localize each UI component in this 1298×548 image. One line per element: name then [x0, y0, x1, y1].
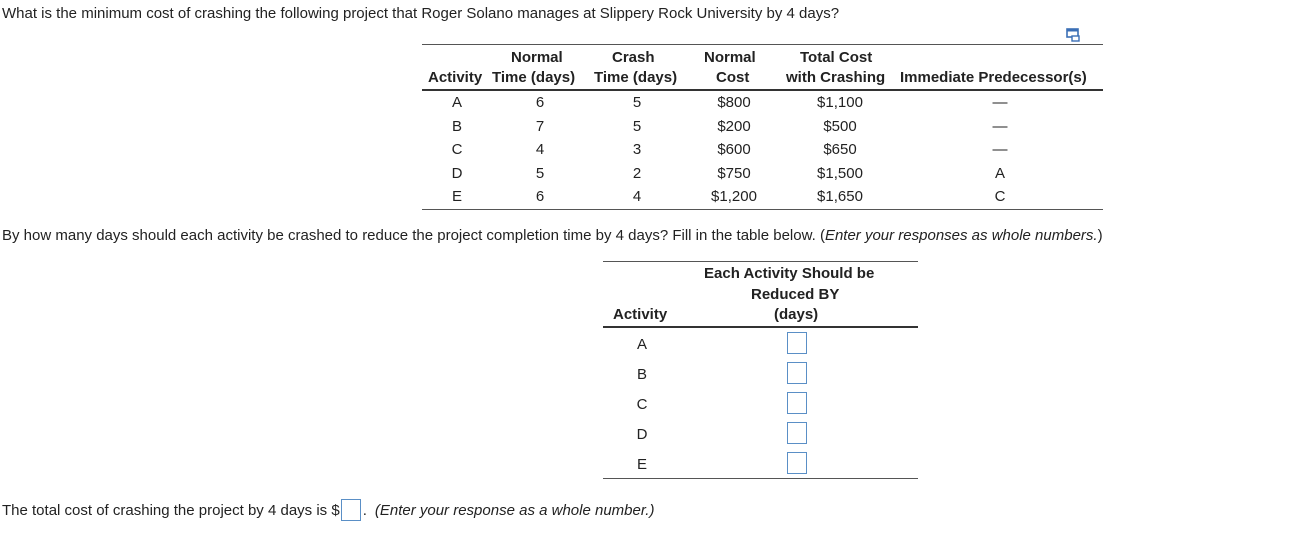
- cell-predecessor: C: [994, 188, 1006, 205]
- reduce-days-input-d[interactable]: [787, 422, 807, 444]
- total-cost-instruction: (Enter your response as a whole number.): [374, 501, 655, 519]
- table-row: [422, 115, 1103, 139]
- cell-normal-time: 5: [535, 164, 545, 182]
- reduce-days-input-a[interactable]: [787, 332, 807, 354]
- cell-total-cost: $1,500: [817, 164, 863, 182]
- table-row: [422, 91, 1103, 115]
- total-cost-suffix: .: [362, 501, 367, 519]
- table-header: [422, 45, 1103, 91]
- cell-normal-time: 4: [535, 141, 545, 158]
- header-activity: Activity: [428, 69, 483, 86]
- header-total-cost-line2: with Crashing: [786, 69, 886, 86]
- cell-total-cost: $500: [823, 117, 857, 135]
- total-cost-prefix: The total cost of crashing the project by 4 days is $: [2, 501, 340, 519]
- cell-normal-cost: $750: [717, 164, 751, 182]
- header-crash-time-line2: Time (days): [594, 69, 678, 86]
- header-normal-time-line2: Time (days): [492, 69, 576, 86]
- answer-table-body: [603, 328, 918, 478]
- cell-crash-time: 3: [632, 141, 642, 158]
- table-row: [422, 138, 1103, 162]
- cell-normal-cost: $200: [717, 117, 751, 135]
- answer-activity-label: D: [636, 426, 648, 443]
- header-normal-cost-line2: Cost: [716, 69, 750, 86]
- answer-row: [603, 328, 918, 358]
- table-body: [422, 91, 1103, 209]
- answer-header-line3: (days): [774, 306, 819, 323]
- cell-activity: A: [451, 94, 462, 111]
- answer-header-activity: Activity: [613, 306, 668, 323]
- cell-crash-time: 2: [632, 164, 642, 182]
- answer-row: [603, 388, 918, 418]
- cell-normal-time: 7: [535, 117, 545, 135]
- answer-activity-label: E: [636, 456, 647, 473]
- cell-crash-time: 5: [632, 117, 642, 135]
- cell-crash-time: 4: [632, 188, 642, 205]
- cell-activity: D: [451, 164, 463, 182]
- cell-predecessor: —: [992, 117, 1008, 135]
- instruction-italic: Enter your responses as whole numbers.: [824, 227, 1098, 244]
- cell-normal-cost: $600: [717, 141, 751, 158]
- cell-total-cost: $1,650: [817, 188, 863, 205]
- instruction-main: By how many days should each activity be crashed to reduce the project completion time by 4 days? Fill in the table below. (: [2, 227, 825, 244]
- cell-activity: B: [451, 117, 462, 135]
- header-total-cost-line1: Total Cost: [800, 49, 873, 66]
- header-predecessor: Immediate Predecessor(s): [900, 69, 1087, 86]
- answer-header-line2: Reduced BY: [751, 286, 840, 303]
- cell-total-cost: $1,100: [817, 94, 863, 111]
- answer-activity-label: B: [636, 366, 647, 383]
- copy-to-clipboard-icon[interactable]: [1066, 28, 1080, 42]
- instruction-close: ): [1097, 227, 1103, 244]
- cell-activity: E: [451, 188, 462, 205]
- table-row: [422, 162, 1103, 186]
- cell-predecessor: A: [994, 164, 1005, 182]
- answer-table: [603, 261, 918, 479]
- cell-predecessor: —: [992, 94, 1008, 111]
- table-row: [422, 185, 1103, 209]
- answer-row: [603, 358, 918, 388]
- cell-predecessor: —: [992, 141, 1008, 158]
- question-text: What is the minimum cost of crashing the following project that Roger Solano manages at Slippery Rock University by 4 days?: [2, 5, 840, 22]
- reduce-days-input-b[interactable]: [787, 362, 807, 384]
- answer-row: [603, 418, 918, 448]
- cell-normal-cost: $800: [717, 94, 751, 111]
- reduce-days-input-e[interactable]: [787, 452, 807, 474]
- answer-table-header: [603, 262, 918, 328]
- answer-activity-label: A: [636, 336, 647, 353]
- reduce-days-input-c[interactable]: [787, 392, 807, 414]
- cell-normal-time: 6: [535, 94, 545, 111]
- cell-activity: C: [451, 141, 463, 158]
- answer-header-line1: Each Activity Should be: [704, 265, 875, 282]
- header-normal-time-line1: Normal: [511, 49, 563, 66]
- answer-row: [603, 448, 918, 478]
- total-cost-answer-box[interactable]: [341, 499, 361, 521]
- header-normal-cost-line1: Normal: [704, 49, 756, 66]
- answer-activity-label: C: [636, 396, 648, 413]
- cell-total-cost: $650: [823, 141, 857, 158]
- cell-normal-cost: $1,200: [711, 188, 757, 205]
- cell-crash-time: 5: [632, 94, 642, 111]
- total-cost-line: [2, 499, 654, 521]
- project-data-table: [422, 44, 1103, 210]
- instruction-text: [2, 227, 1103, 244]
- header-crash-time-line1: Crash: [612, 49, 655, 66]
- cell-normal-time: 6: [535, 188, 545, 205]
